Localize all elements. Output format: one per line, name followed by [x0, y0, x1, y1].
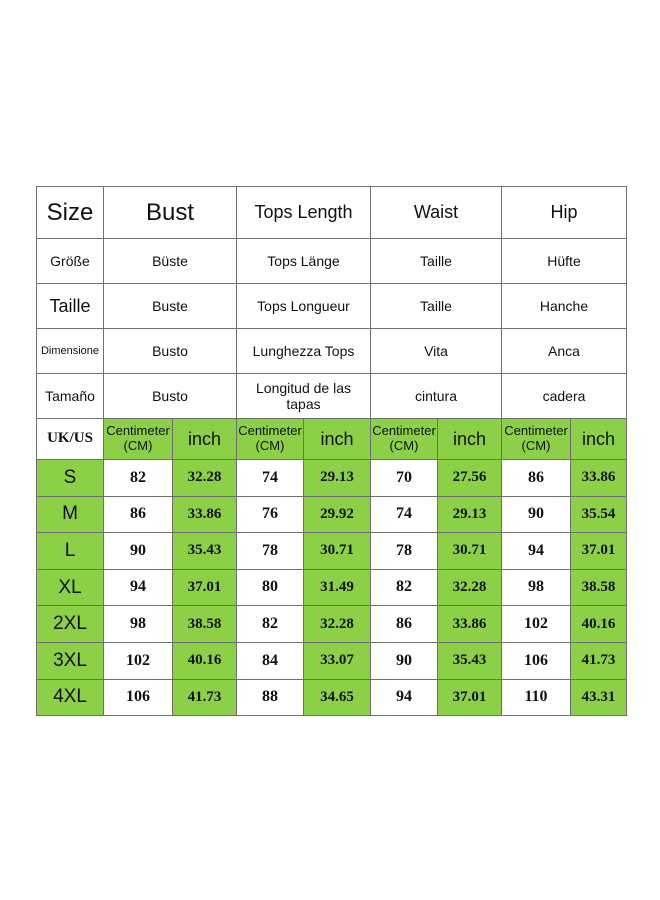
- bust-cm: 98: [104, 606, 173, 643]
- table-row: [37, 642, 627, 679]
- size-name: 2XL: [37, 606, 104, 643]
- length-inch: 31.49: [304, 569, 371, 606]
- waist-inch: 29.13: [438, 496, 502, 533]
- hip-inch: 37.01: [571, 533, 627, 570]
- size-name: M: [37, 496, 104, 533]
- bust-inch: 32.28: [173, 460, 237, 497]
- header-hip: Hip: [502, 187, 627, 239]
- translation-bust: Büste: [104, 239, 237, 284]
- table-row: [37, 569, 627, 606]
- bust-inch: 33.86: [173, 496, 237, 533]
- translation-tops-length: Tops Länge: [237, 239, 371, 284]
- unit-cm-label: Centimeter (CM): [371, 419, 438, 460]
- translation-row-italian: [37, 329, 627, 374]
- translation-row-german: [37, 239, 627, 284]
- bust-inch: 35.43: [173, 533, 237, 570]
- unit-row: [37, 419, 627, 460]
- table-row: [37, 460, 627, 497]
- waist-cm: 86: [371, 606, 438, 643]
- length-inch: 34.65: [304, 679, 371, 716]
- hip-cm: 90: [502, 496, 571, 533]
- unit-inch-label: inch: [304, 419, 371, 460]
- unit-inch-label: inch: [571, 419, 627, 460]
- length-cm: 82: [237, 606, 304, 643]
- translation-label: Taille: [37, 284, 104, 329]
- table-row: [37, 679, 627, 716]
- translation-label: Größe: [37, 239, 104, 284]
- translation-bust: Busto: [104, 374, 237, 419]
- length-cm: 76: [237, 496, 304, 533]
- hip-inch: 41.73: [571, 642, 627, 679]
- hip-cm: 94: [502, 533, 571, 570]
- hip-cm: 102: [502, 606, 571, 643]
- translation-tops-length: Tops Longueur: [237, 284, 371, 329]
- waist-cm: 90: [371, 642, 438, 679]
- bust-cm: 106: [104, 679, 173, 716]
- hip-inch: 35.54: [571, 496, 627, 533]
- waist-inch: 30.71: [438, 533, 502, 570]
- header-waist: Waist: [371, 187, 502, 239]
- waist-inch: 35.43: [438, 642, 502, 679]
- translation-tops-length: Longitud de las tapas: [237, 374, 371, 419]
- waist-inch: 33.86: [438, 606, 502, 643]
- table-row: [37, 606, 627, 643]
- translation-bust: Buste: [104, 284, 237, 329]
- waist-cm: 82: [371, 569, 438, 606]
- size-name: S: [37, 460, 104, 497]
- translation-hip: Hanche: [502, 284, 627, 329]
- translation-row-french: [37, 284, 627, 329]
- length-cm: 80: [237, 569, 304, 606]
- translation-hip: cadera: [502, 374, 627, 419]
- waist-inch: 37.01: [438, 679, 502, 716]
- translation-bust: Busto: [104, 329, 237, 374]
- hip-cm: 86: [502, 460, 571, 497]
- length-inch: 29.13: [304, 460, 371, 497]
- length-cm: 84: [237, 642, 304, 679]
- region-label: UK/US: [37, 419, 104, 460]
- bust-cm: 86: [104, 496, 173, 533]
- waist-cm: 78: [371, 533, 438, 570]
- size-name: XL: [37, 569, 104, 606]
- header-bust: Bust: [104, 187, 237, 239]
- length-inch: 29.92: [304, 496, 371, 533]
- waist-inch: 27.56: [438, 460, 502, 497]
- bust-cm: 94: [104, 569, 173, 606]
- size-name: 3XL: [37, 642, 104, 679]
- translation-waist: Taille: [371, 284, 502, 329]
- waist-cm: 74: [371, 496, 438, 533]
- size-chart-table: [36, 186, 627, 716]
- length-cm: 88: [237, 679, 304, 716]
- bust-cm: 102: [104, 642, 173, 679]
- bust-cm: 90: [104, 533, 173, 570]
- table-row: [37, 533, 627, 570]
- bust-inch: 38.58: [173, 606, 237, 643]
- unit-cm-label: Centimeter (CM): [502, 419, 571, 460]
- header-tops-length: Tops Length: [237, 187, 371, 239]
- unit-cm-label: Centimeter (CM): [104, 419, 173, 460]
- length-inch: 33.07: [304, 642, 371, 679]
- unit-inch-label: inch: [173, 419, 237, 460]
- size-name: L: [37, 533, 104, 570]
- hip-cm: 98: [502, 569, 571, 606]
- translation-row-spanish: [37, 374, 627, 419]
- hip-cm: 110: [502, 679, 571, 716]
- waist-inch: 32.28: [438, 569, 502, 606]
- hip-inch: 38.58: [571, 569, 627, 606]
- bust-inch: 37.01: [173, 569, 237, 606]
- size-name: 4XL: [37, 679, 104, 716]
- unit-cm-label: Centimeter (CM): [237, 419, 304, 460]
- translation-hip: Hüfte: [502, 239, 627, 284]
- translation-tops-length: Lunghezza Tops: [237, 329, 371, 374]
- header-size: Size: [37, 187, 104, 239]
- header-row: [37, 187, 627, 239]
- length-cm: 74: [237, 460, 304, 497]
- hip-cm: 106: [502, 642, 571, 679]
- translation-waist: Vita: [371, 329, 502, 374]
- hip-inch: 33.86: [571, 460, 627, 497]
- length-inch: 30.71: [304, 533, 371, 570]
- hip-inch: 40.16: [571, 606, 627, 643]
- translation-waist: cintura: [371, 374, 502, 419]
- waist-cm: 70: [371, 460, 438, 497]
- translation-hip: Anca: [502, 329, 627, 374]
- waist-cm: 94: [371, 679, 438, 716]
- hip-inch: 43.31: [571, 679, 627, 716]
- translation-waist: Taille: [371, 239, 502, 284]
- table-row: [37, 496, 627, 533]
- translation-label: Dimensione: [37, 329, 104, 374]
- bust-inch: 41.73: [173, 679, 237, 716]
- unit-inch-label: inch: [438, 419, 502, 460]
- bust-inch: 40.16: [173, 642, 237, 679]
- length-cm: 78: [237, 533, 304, 570]
- length-inch: 32.28: [304, 606, 371, 643]
- translation-label: Tamaño: [37, 374, 104, 419]
- bust-cm: 82: [104, 460, 173, 497]
